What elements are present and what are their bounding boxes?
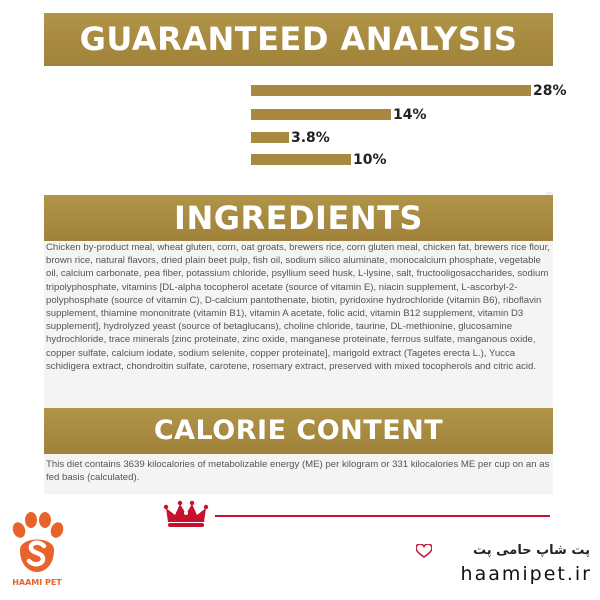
nutrient-value: 3.8% — [291, 130, 330, 146]
guaranteed-analysis-heading: GUARANTEED ANALYSIS — [44, 13, 553, 66]
nutrient-bar — [251, 85, 531, 96]
heart-paw-icon — [416, 544, 432, 558]
nutrient-value: 10% — [353, 152, 387, 168]
ingredients-text: Chicken by-product meal, wheat gluten, corn, oat groats, brewers rice, corn gluten meal, chicken fat, brewers rice flour, brown rice, natural flavors, dried plain beet pulp, fish oil, sodium silico aluminate, monocalcium phosphate, vegetable oil, calcium carbonate, pea fiber, potassium chloride, psyllium seed husk, L-lysine, salt, fructooligosaccharides, sodium tripolyphosphate, vitamins [DL-alpha tocopherol acetate (source of vitamin E), niacin supplement, L-ascorbyl-2-polyphosphate (source of vitamin C), D-calcium pantothenate, biotin, pyridoxine hydrochloride (vitamin B6), riboflavin supplement, thiamine mononitrate (vitamin B1), vitamin A acetate, folic acid, vitamin B12 supplement, vitamin D3 supplement], hydrolyzed yeast (source of betaglucans), choline chloride, taurine, DL-methionine, glucosamine hydrochloride, trace minerals [zinc proteinate, zinc oxide, manganese proteinate, ferrous sulfate, manganous oxide, copper sulfate, calcium iodate, sodium selenite, copper proteinate], marigold extract (Tagetes erecta L.), Yucca schidigera extract, chondroitin sulfate, carotene, rosemary extract, preserved with mixed tocopherols and citric acid. — [46, 242, 550, 372]
crown-logo-icon — [162, 500, 210, 530]
brand-logo-text: HAAMI PET — [12, 578, 62, 587]
website-url[interactable]: haamipet.ir — [460, 563, 592, 585]
red-divider — [215, 515, 550, 517]
guaranteed-analysis-panel — [44, 66, 567, 192]
nutrient-bar — [251, 109, 391, 120]
paw-logo-icon — [6, 510, 68, 588]
calorie-content-text: This diet contains 3639 kilocalories of metabolizable energy (ME) per kilogram or 331 kilocalories ME per cup on an as fed basis (calculated). — [46, 459, 550, 483]
calorie-content-heading: CALORIE CONTENT — [44, 408, 553, 454]
nutrient-bar — [251, 154, 351, 165]
nutrient-bar — [251, 132, 289, 143]
brand-persian-name: پت شاپ حامی پت — [472, 543, 590, 558]
nutrient-value: 14% — [393, 107, 427, 123]
ingredients-heading: INGREDIENTS — [44, 195, 553, 241]
nutrient-value: 28% — [533, 83, 567, 99]
